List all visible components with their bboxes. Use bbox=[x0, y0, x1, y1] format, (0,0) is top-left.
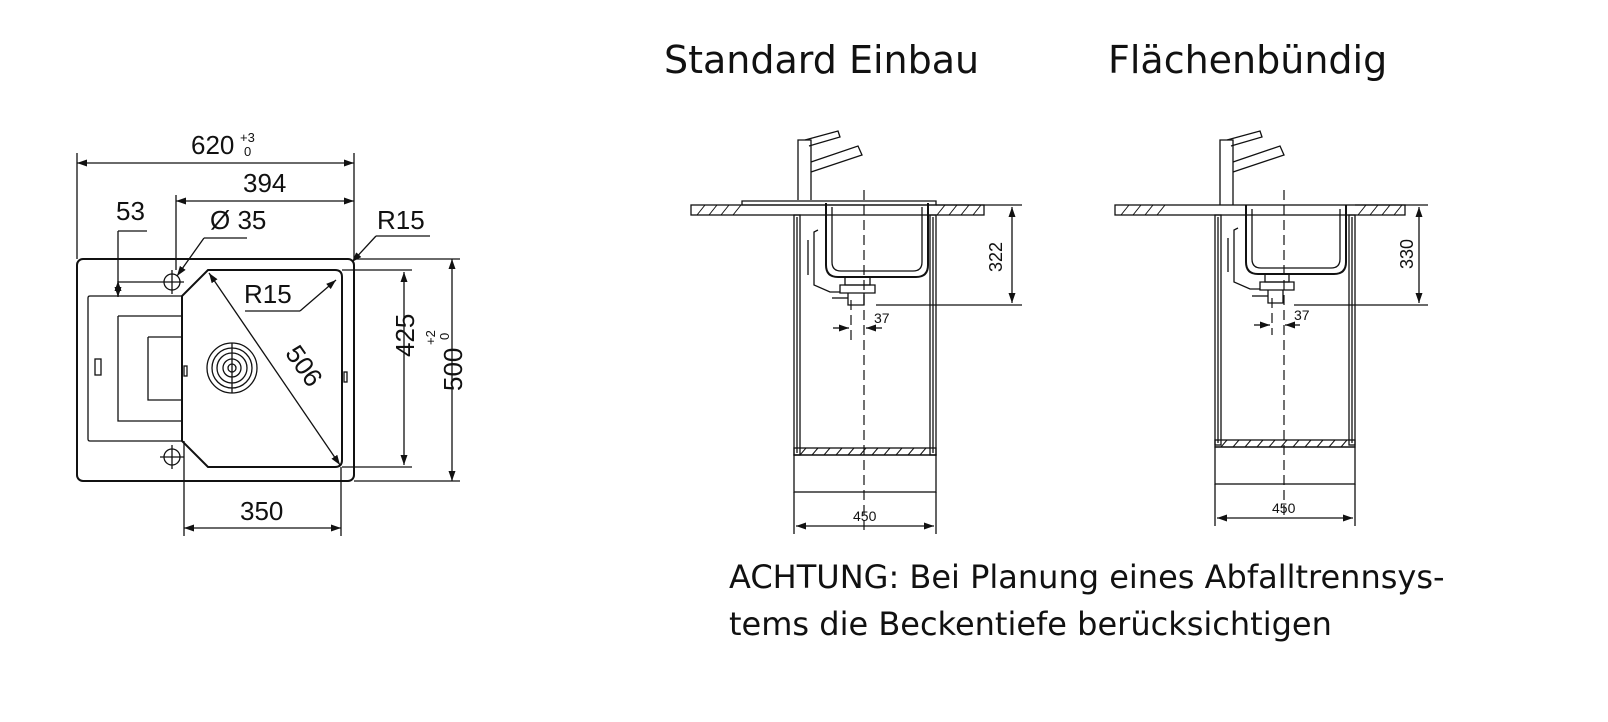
dim-width-total: 620 bbox=[191, 130, 235, 160]
dim-radius-outer: R15 bbox=[377, 205, 425, 235]
tap-hole-icon bbox=[160, 270, 184, 294]
std-height-label: 322 bbox=[986, 241, 1006, 272]
dim-width-tol-upper: +3 bbox=[240, 130, 255, 145]
section-standard-drawing bbox=[691, 131, 1022, 534]
drainer-groove bbox=[148, 337, 182, 400]
drainer-inner bbox=[118, 316, 182, 421]
flush-height-label: 330 bbox=[1397, 238, 1417, 269]
std-cabinet-width-label: 450 bbox=[853, 508, 877, 524]
dim-diagonal: 506 bbox=[279, 339, 329, 393]
dim-tap-offset: 53 bbox=[116, 196, 145, 226]
note-line-1: ACHTUNG: Bei Planung eines Abfalltrennsys- bbox=[729, 558, 1445, 596]
note-line-2: tems die Beckentiefe berücksichtigen bbox=[729, 605, 1332, 643]
drain-icon bbox=[207, 343, 257, 393]
edge-bump-right bbox=[344, 372, 347, 382]
section-flush-drawing bbox=[1115, 131, 1428, 526]
flush-drain-offset-label: 37 bbox=[1294, 307, 1310, 323]
dim-depth-tol-lower: 0 bbox=[437, 332, 452, 340]
edge-bump-left bbox=[184, 366, 187, 376]
dim-tap-hole: Ø 35 bbox=[210, 205, 267, 235]
overflow-slot bbox=[95, 359, 101, 375]
dim-bowl-bottom-width: 350 bbox=[240, 496, 284, 526]
tap-hole-secondary-icon bbox=[160, 445, 184, 469]
std-drain-offset-label: 37 bbox=[874, 310, 890, 326]
dim-width-tol-lower: 0 bbox=[244, 144, 252, 159]
dim-bowl-width: 394 bbox=[243, 168, 287, 198]
dim-depth-total: 500 bbox=[438, 347, 468, 391]
heading-flush: Flächenbündig bbox=[1108, 38, 1388, 82]
dim-radius-inner: R15 bbox=[244, 279, 292, 309]
heading-standard: Standard Einbau bbox=[664, 38, 980, 82]
drainer-outer bbox=[88, 296, 182, 441]
flush-cabinet-width-label: 450 bbox=[1272, 500, 1296, 516]
dim-depth-tol-upper: +2 bbox=[423, 330, 438, 345]
dim-bowl-depth: 425 bbox=[390, 313, 420, 357]
